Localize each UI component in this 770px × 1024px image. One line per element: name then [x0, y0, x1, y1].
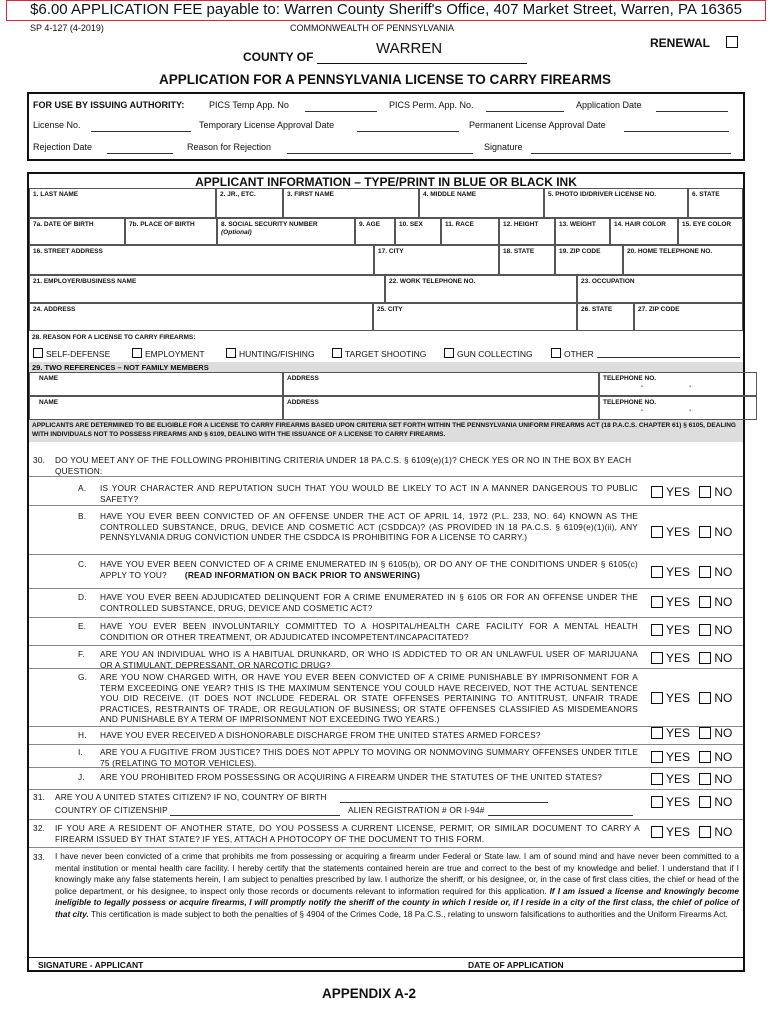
perm-approval-label: Permanent License Approval Date [469, 120, 606, 130]
no-checkbox[interactable] [699, 624, 711, 636]
signature-label: Signature [484, 142, 523, 152]
reason-gun-collecting[interactable]: GUN COLLECTING [444, 348, 533, 359]
no-checkbox[interactable] [699, 796, 711, 808]
applicant-header: APPLICANT INFORMATION – TYPE/PRINT IN BLUE OR BLACK INK [195, 175, 577, 189]
q30-h-letter: H. [78, 730, 87, 740]
q31-answer[interactable]: YES NO [651, 795, 732, 809]
yes-checkbox[interactable] [651, 566, 663, 578]
appendix-label: APPENDIX A-2 [322, 986, 417, 1001]
employer-city-field[interactable]: 25. CITY [373, 303, 577, 331]
employer-zip-field[interactable]: 27. ZIP CODE [634, 303, 743, 331]
checkbox[interactable] [132, 348, 142, 358]
q30-e-answer[interactable]: YES NO [651, 623, 732, 637]
rejection-reason-label: Reason for Rejection [187, 142, 272, 152]
q31-number: 31. [33, 792, 46, 802]
pics-temp-label: PICS Temp App. No [209, 100, 289, 110]
commonwealth-heading: COMMONWEALTH OF PENNSYLVANIA [290, 23, 455, 33]
issuing-authority-box [27, 92, 745, 161]
applicant-signature-label[interactable]: SIGNATURE - APPLICANT [38, 960, 144, 970]
yes-checkbox[interactable] [651, 727, 663, 739]
no-checkbox[interactable] [699, 692, 711, 704]
reference-2-address[interactable]: ADDRESS [283, 396, 599, 420]
weight-field[interactable]: 13. WEIGHT [555, 218, 610, 245]
q30-g-letter: G. [78, 672, 88, 682]
q30-d-text: HAVE YOU EVER BEEN ADJUDICATED DELINQUENT FOR A CRIME ENUMERATED IN § 6105 OR FOR AN OFFENSE UNDER THE CONTROLLED SUBSTANCE, DRUG, DEVICE AND COSMETIC ACT? [100, 592, 638, 613]
rejection-date-label: Rejection Date [33, 142, 93, 152]
q30-f-answer[interactable]: YES NO [651, 651, 732, 665]
application-date-label: Application Date [576, 100, 642, 110]
checkbox[interactable] [226, 348, 236, 358]
checkbox[interactable] [444, 348, 454, 358]
reason-self-defense[interactable]: SELF-DEFENSE [33, 348, 110, 359]
yes-checkbox[interactable] [651, 773, 663, 785]
q30-b-text: HAVE YOU EVER BEEN CONVICTED OF AN OFFENSE UNDER THE ACT OF APRIL 14, 1972 (P.L. 233, NO. 64) KNOWN AS THE CONTROLLED SUBSTANCE, DRUG, DEVICE AND COSMETIC ACT (CSDDCA)? (AS PROVIDED IN 18 PA.C.S. § 6109(e)(1)(ii), ANY PENNSYLVANIA DRUG CONVICTION UNDER THE CSDDCA IS PROHIBITING FOR A LICENSE TO CARRY.) [100, 511, 638, 542]
q30-c-letter: C. [78, 559, 87, 569]
q33-number: 33. [33, 852, 46, 862]
no-checkbox[interactable] [699, 727, 711, 739]
no-checkbox[interactable] [699, 751, 711, 763]
q30-f-letter: F. [78, 649, 85, 659]
hair-color-field[interactable]: 14. HAIR COLOR [610, 218, 678, 245]
photo-id-field[interactable]: 5. PHOTO ID/DRIVER LICENSE NO. [544, 188, 688, 218]
q32-answer[interactable]: YES NO [651, 825, 732, 839]
references-header: 29. TWO REFERENCES – NOT FAMILY MEMBERS [32, 363, 209, 372]
yes-checkbox[interactable] [651, 692, 663, 704]
q32-number: 32. [33, 823, 46, 833]
q30-i-text: ARE YOU A FUGITIVE FROM JUSTICE? THIS DOES NOT APPLY TO MOVING OR NONMOVING SUMMARY OFFENSES UNDER TITLE 75 (RELATING TO MOTOR VEHICLES). [100, 747, 638, 768]
yes-checkbox[interactable] [651, 596, 663, 608]
q30-h-answer[interactable]: YES NO [651, 726, 732, 740]
no-checkbox[interactable] [699, 826, 711, 838]
first-name-field[interactable]: 3. FIRST NAME [283, 188, 419, 218]
age-field[interactable]: 9. AGE [355, 218, 395, 245]
q30-c-answer[interactable]: YES NO [651, 565, 732, 579]
last-name-field[interactable]: 1. LAST NAME [29, 188, 216, 218]
q31-citizen: ARE YOU A UNITED STATES CITIZEN? IF NO, COUNTRY OF BIRTH [55, 792, 327, 802]
q30-i-letter: I. [78, 747, 84, 757]
no-checkbox[interactable] [699, 652, 711, 664]
yes-checkbox[interactable] [651, 751, 663, 763]
reason-employment[interactable]: EMPLOYMENT [132, 348, 205, 359]
q30-f-text: ARE YOU AN INDIVIDUAL WHO IS A HABITUAL DRUNKARD, OR WHO IS ADDICTED TO OR AN UNLAWFUL USER OF MARIJUANA OR A STIMULANT, DEPRESSANT, OR NARCOTIC DRUG? [100, 649, 638, 670]
q30-j-letter: J. [78, 772, 85, 782]
reference-1-name[interactable]: NAME [29, 372, 283, 396]
suffix-field[interactable]: 2. JR., ETC. [216, 188, 283, 218]
q31-alien-reg: ALIEN REGISTRATION # OR I-94# [348, 805, 485, 815]
q30-b-answer[interactable]: YES NO [651, 525, 732, 539]
q32-text: IF YOU ARE A RESIDENT OF ANOTHER STATE, DO YOU POSSESS A CURRENT LICENSE, PERMIT, OR SIMILAR DOCUMENT TO CARRY A FIREARM ISSUED BY THAT STATE? IF YES, ATTACH A PHOTOCOPY OF THE DOCUMENT TO THIS FORM. [55, 823, 640, 844]
temp-approval-label: Temporary License Approval Date [199, 120, 335, 130]
form-title: APPLICATION FOR A PENNSYLVANIA LICENSE TO CARRY FIREARMS [158, 72, 612, 87]
q30-text: DO YOU MEET ANY OF THE FOLLOWING PROHIBITING CRITERIA UNDER 18 PA.C.S. § 6109(e)(1)? CHECK YES OR NO IN THE BOX BY EACH QUESTION: [55, 455, 632, 476]
yes-checkbox[interactable] [651, 624, 663, 636]
yes-checkbox[interactable] [651, 652, 663, 664]
q30-g-answer[interactable]: YES NO [651, 691, 732, 705]
checkbox[interactable] [551, 348, 561, 358]
q30-a-text: IS YOUR CHARACTER AND REPUTATION SUCH THAT YOU WOULD BE LIKELY TO ACT IN A MANNER DANGEROUS TO PUBLIC SAFETY? [100, 483, 638, 504]
employer-field[interactable]: 21. EMPLOYER/BUSINESS NAME [29, 275, 385, 303]
q30-d-letter: D. [78, 592, 87, 602]
q30-b-letter: B. [78, 511, 87, 521]
yes-checkbox[interactable] [651, 796, 663, 808]
no-checkbox[interactable] [699, 486, 711, 498]
q30-d-answer[interactable]: YES NO [651, 595, 732, 609]
work-phone-field[interactable]: 22. WORK TELEPHONE NO. [385, 275, 577, 303]
no-checkbox[interactable] [699, 526, 711, 538]
yes-checkbox[interactable] [651, 526, 663, 538]
reference-1-address[interactable]: ADDRESS [283, 372, 599, 396]
place-of-birth-field[interactable]: 7b. PLACE OF BIRTH [125, 218, 217, 245]
employer-state-field[interactable]: 26. STATE [577, 303, 634, 331]
date-of-application-label[interactable]: DATE OF APPLICATION [468, 960, 564, 970]
reason-hunting[interactable]: HUNTING/FISHING [226, 348, 315, 359]
q30-j-text: ARE YOU PROHIBITED FROM POSSESSING OR ACQUIRING A FIREARM UNDER THE STATUTES OF THE UNITED STATES? [100, 772, 603, 782]
yes-checkbox[interactable] [651, 826, 663, 838]
city-field[interactable]: 17. CITY [374, 245, 499, 275]
county-value[interactable]: WARREN [376, 40, 443, 57]
sex-field[interactable]: 10. SEX [395, 218, 441, 245]
reason-other[interactable]: OTHER [551, 348, 594, 359]
q30-g-text: ARE YOU NOW CHARGED WITH, OR HAVE YOU EVER BEEN CONVICTED OF A CRIME PUNISHABLE BY IMPRISONMENT FOR A TERM EXCEEDING ONE YEAR? THIS IS THE MAXIMUM SENTENCE YOU COULD HAVE RECEIVED, NOT THE ACTUAL SENTENCE YOU DID RECEIVE. (IT DOES NOT INCLUDE FEDERAL OR STATE OFFENSES PERTAINING TO ANTITRUST, UNFAIR TRADE PRACTICES, RESTRAINTS OF TRADE, OR REGULATION OF BUSINESS; OR STATE OFFENSES CLASSIFIED AS MISDEMEANORS AND PUNISHABLE BY A TERM OF IMPRISONMENT NOT EXCEEDING TWO YEARS.) [100, 672, 638, 724]
q30-a-letter: A. [78, 483, 87, 493]
state-field[interactable]: 18. STATE [499, 245, 555, 275]
q30-c-text: HAVE YOU EVER BEEN CONVICTED OF A CRIME ENUMERATED IN § 6105(b), OR DO ANY OF THE CONDITIONS UNDER § 6105(c) APPLY TO YOU? (READ INFORMATION ON BACK PRIOR TO ANSWERING) [100, 559, 638, 580]
q30-i-answer[interactable]: YES NO [651, 750, 732, 764]
q30-number: 30. [33, 455, 46, 465]
q30-j-answer[interactable]: YES NO [651, 772, 732, 786]
yes-checkbox[interactable] [651, 486, 663, 498]
employer-address-field[interactable]: 24. ADDRESS [29, 303, 373, 331]
q30-e-letter: E. [78, 621, 87, 631]
middle-name-field[interactable]: 4. MIDDLE NAME [419, 188, 544, 218]
zip-field[interactable]: 19. ZIP CODE [555, 245, 623, 275]
checkbox[interactable] [33, 348, 43, 358]
checkbox[interactable] [332, 348, 342, 358]
county-label: COUNTY OF [243, 50, 314, 64]
race-field[interactable]: 11. RACE [441, 218, 499, 245]
occupation-field[interactable]: 23. OCCUPATION [577, 275, 743, 303]
id-state-field[interactable]: 6. STATE [688, 188, 743, 218]
license-no-label: License No. [33, 120, 81, 130]
renewal-checkbox[interactable] [726, 36, 738, 48]
authority-header: FOR USE BY ISSUING AUTHORITY: [33, 100, 185, 110]
q31-country: COUNTRY OF CITIZENSHIP [55, 805, 168, 815]
dob-field[interactable]: 7a. DATE OF BIRTH [29, 218, 125, 245]
no-checkbox[interactable] [699, 596, 711, 608]
street-address-field[interactable]: 16. STREET ADDRESS [29, 245, 374, 275]
eligibility-criteria: APPLICANTS ARE DETERMINED TO BE ELIGIBLE FOR A LICENSE TO CARRY FIREARMS BASED UPON CRITERIA SET FORTH WITHIN THE PENNSYLVANIA UNIFORM FIREARMS ACT (18 P.A.C.S. CHAPTER 61) § 6105, DEALING WITH INDIVIDUALS NOT TO POSSESS FIREARMS AND § 6109, DEALING WITH THE ISSUANCE OF A LICENSE TO CARRY FIREARMS. [32, 422, 736, 438]
reason-label: 28. REASON FOR A LICENSE TO CARRY FIREARMS: [32, 334, 196, 341]
pics-perm-label: PICS Perm. App. No. [389, 100, 474, 110]
form-number: SP 4-127 (4-2019) [30, 23, 104, 33]
no-checkbox[interactable] [699, 566, 711, 578]
home-phone-field[interactable]: 20. HOME TELEPHONE NO. [623, 245, 743, 275]
q30-h-text: HAVE YOU EVER RECEIVED A DISHONORABLE DISCHARGE FROM THE UNITED STATES ARMED FORCES? [100, 730, 541, 740]
reason-target-shooting[interactable]: TARGET SHOOTING [332, 348, 426, 359]
renewal-label: RENEWAL [650, 36, 710, 50]
ssn-field[interactable]: 8. SOCIAL SECURITY NUMBER (Optional) [217, 218, 355, 245]
reference-1-phone[interactable]: TELEPHONE NO. - - [599, 372, 757, 396]
height-field[interactable]: 12. HEIGHT [499, 218, 555, 245]
q30-a-answer[interactable]: YES NO [651, 485, 732, 499]
no-checkbox[interactable] [699, 773, 711, 785]
reference-2-phone[interactable]: TELEPHONE NO. - - [599, 396, 757, 420]
eye-color-field[interactable]: 15. EYE COLOR [678, 218, 743, 245]
fee-banner: $6.00 APPLICATION FEE payable to: Warren County Sheriff's Office, 407 Market Street, Warren, PA 16365 [6, 0, 766, 21]
reference-2-name[interactable]: NAME [29, 396, 283, 420]
q30-e-text: HAVE YOU EVER BEEN INVOLUNTARILY COMMITTED TO A HOSPITAL/HEALTH CARE FACILITY FOR A MENTAL HEALTH CONDITION OR OTHER TREATMENT, OR ADJUDICATED INCOMPETENT/INCAPACITATED? [100, 621, 638, 642]
q33-certification: I have never been convicted of a crime that prohibits me from possessing or acquiring a firearm under Federal or State law. I am of sound mind and have never been committed to a mental institution or mental health care facility. I hereby certify that the statements contained herein are true and correct to the best of my knowledge and belief. I understand that if I knowingly make any false statements herein, I am subject to penalties prescribed by law. I authorize the sheriff, or his designee, or, in the case of first class cities, the chief or head of the police department, or his designee, to inspect only those records or documents relevant to information required for this application. If I am issued a license and knowingly become ineligible to legally possess or acquire firearms, I will promptly notify the sheriff of the county in which I reside or, if I reside in a city of the first class, the chief of police of that city. This certification is made subject to both the penalties of § 4904 of the Crimes Code, 18 Pa.C.S., relating to unsworn falsifications to authorities and the Uniform Firearms Act. [55, 851, 739, 919]
